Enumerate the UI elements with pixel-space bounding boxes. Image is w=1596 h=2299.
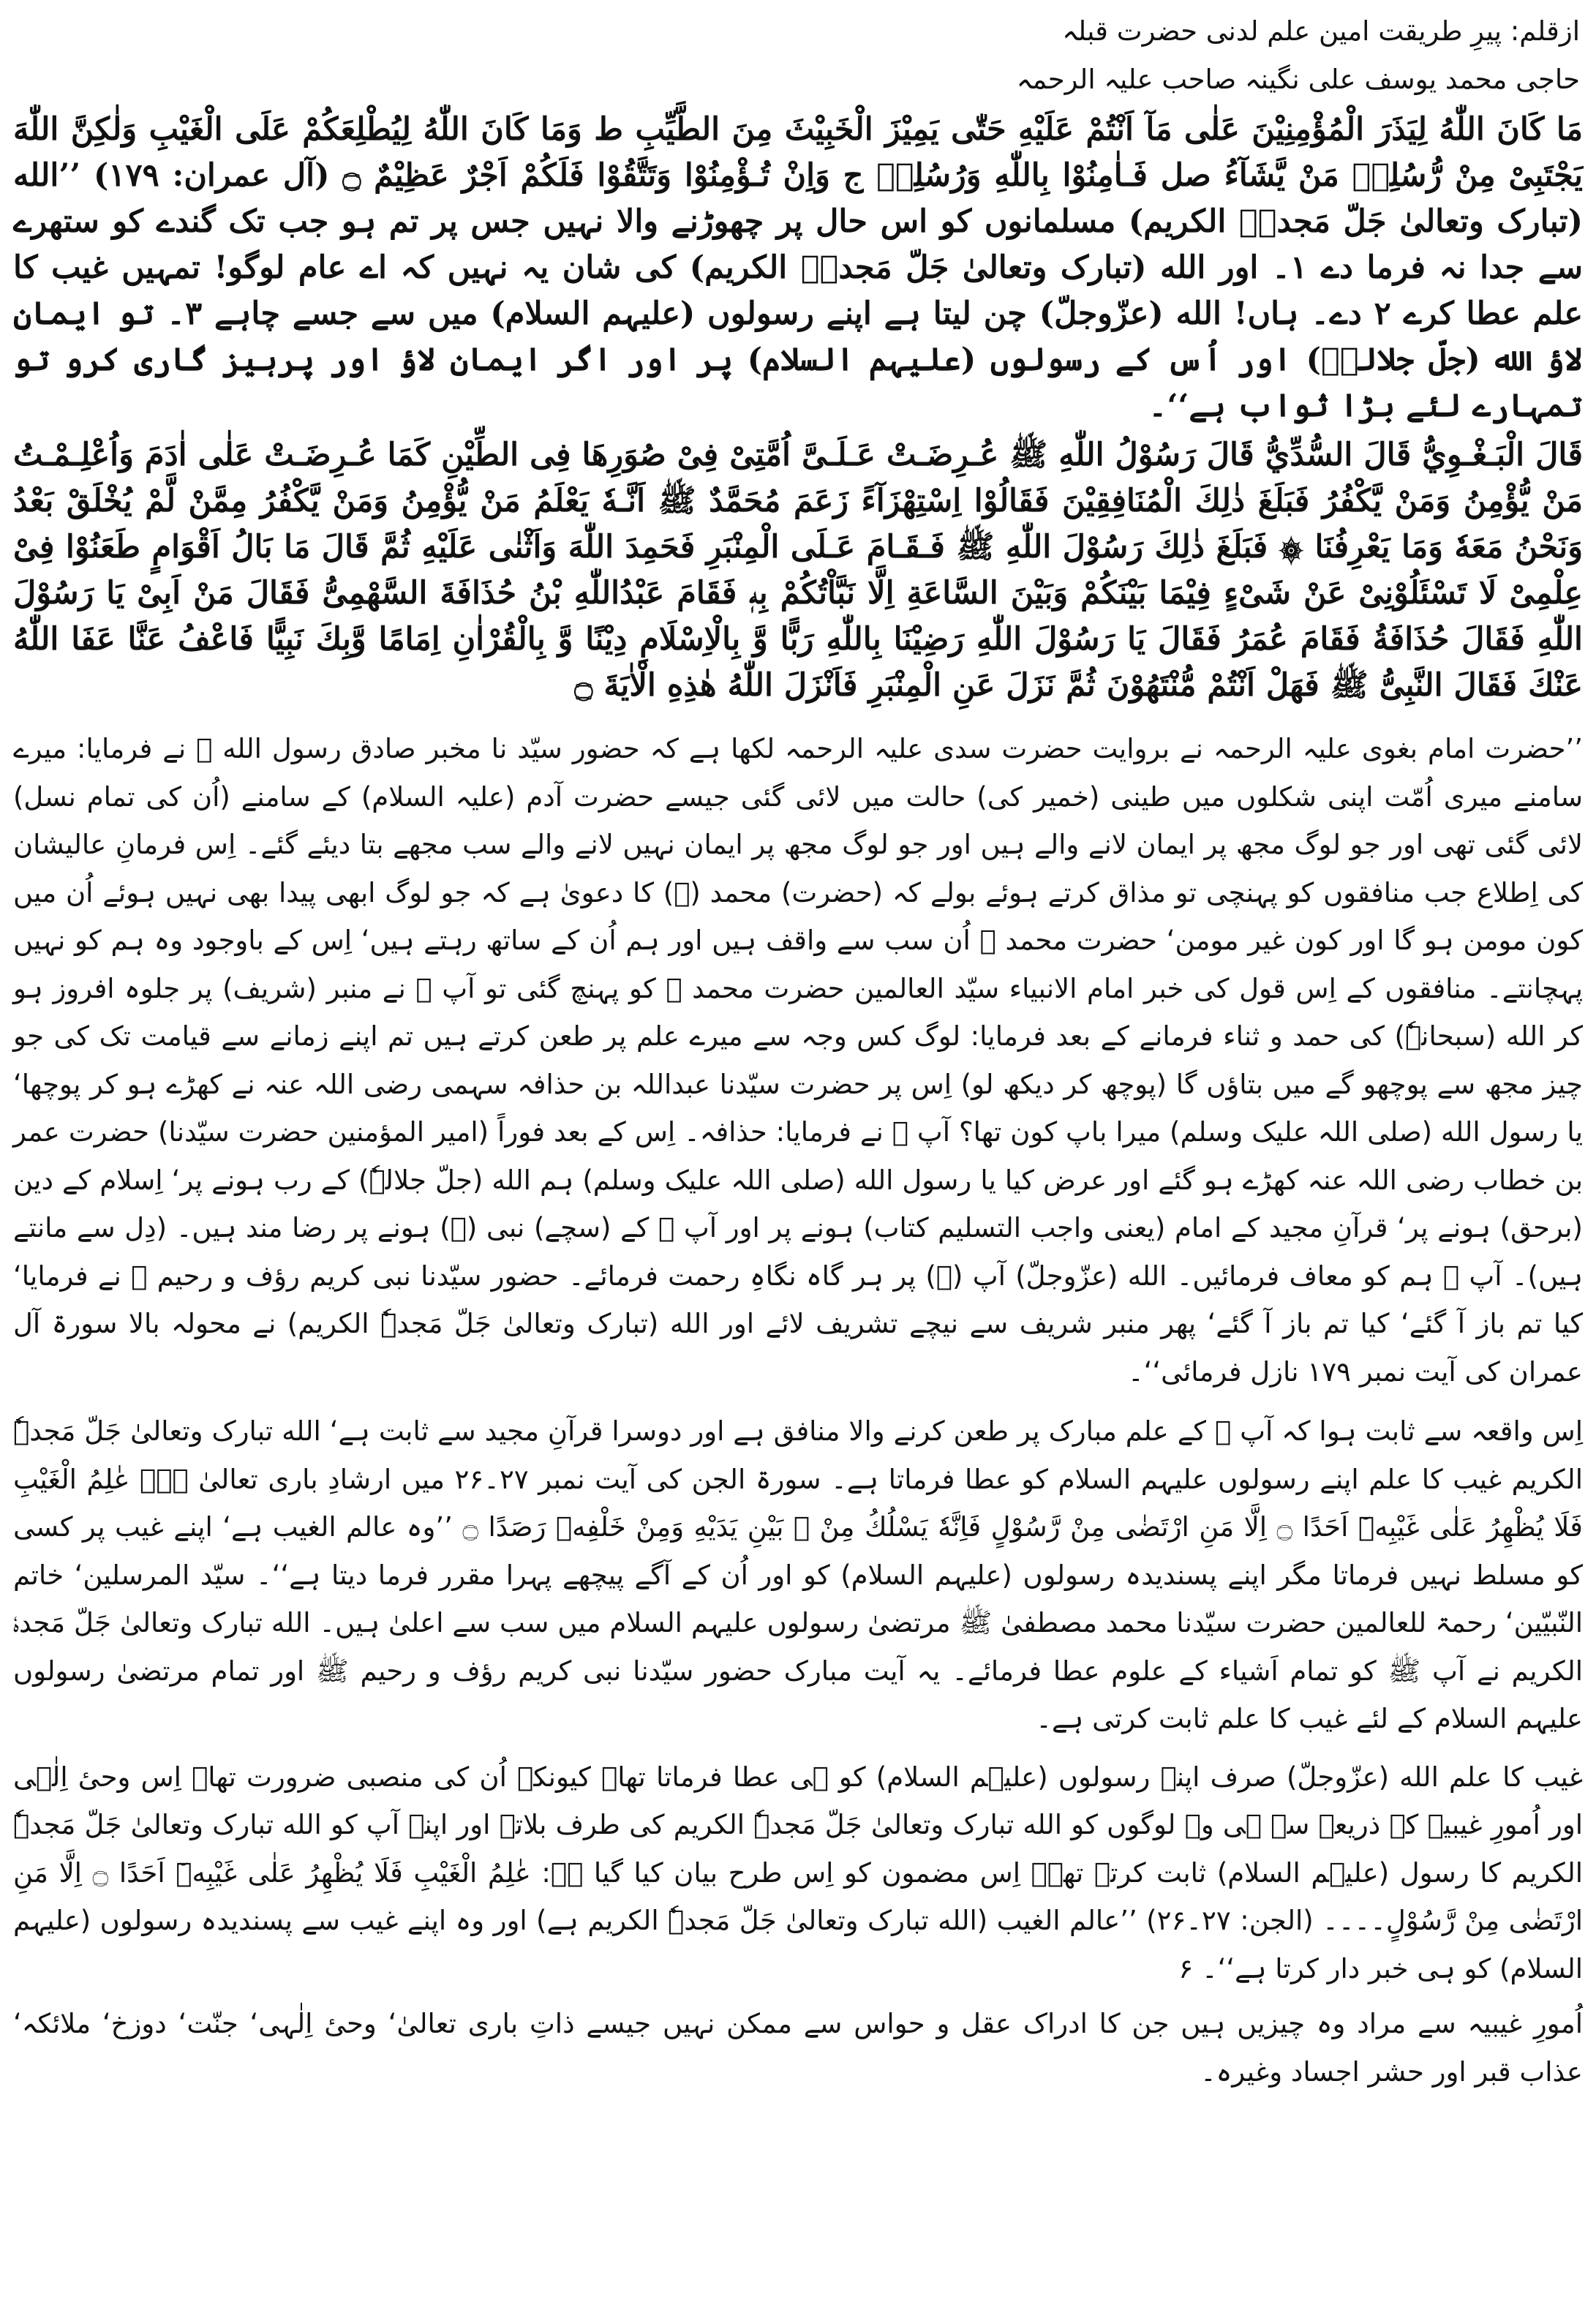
explanation-paragraph-2: غیب کا علم الله (عزّوجلّ) صرف اپنے رسولوں (علیہم السلام) کو ہی عطا فرماتا تھا۔ کیونکہ اُن کی منصبی ضرورت تھا۔ اِس وحیٔ اِلٰہی اور اُمورِ غیبیہ کے ذریعے سے ہی وہ لوگوں کو الله تبارک وتعالیٰ جَلّ مَجدہٗ الکریم کی طرف بلاتے اور اپنے آپ کو الله تبارک وتعالیٰ جَلّ مَجدہٗ الکریم کا رسول (علیہم السلام) ثابت کرتے تھے۔ اِس مضمون کو اِس طرح بیان کیا گیا ہے: عٰلِمُ الْغَيْبِ فَلَا يُظْهِرُ عَلٰى غَيْبِهٖٓ اَحَدًا ۝ اِلَّا مَنِ ارْتَضٰى مِنْ رَّسُوْلٍ۔۔۔۔ (الجن: ۲۷۔۲۶) ’’عالم الغیب (الله تبارک وتعالیٰ جَلّ مَجدہٗ الکریم ہے) اور وہ اپنے غیب سے پسندیدہ رسولوں (علیہم السلام) کو ہی خبر دار کرتا ہے‘‘۔ ۶	[13, 1761, 1583, 1984]
explanation-paragraph-1: اِس واقعہ سے ثابت ہوا کہ آپ ﷺ کے علم مبارک پر طعن کرنے والا منافق ہے اور دوسرا قرآنِ مجید سے ثابت ہے‘ الله تبارک وتعالیٰ جَلّ مَجدہٗ الکریم غیب کا علم اپنے رسولوں علیہم السلام کو عطا فرماتا ہے۔ سورۃ الجن کی آیت نمبر ۲۷۔۲۶ میں ارشادِ باری تعالیٰ ہے۔ عٰلِمُ الْغَيْبِ فَلَا يُظْهِرُ عَلٰى غَيْبِهٖٓ اَحَدًا ۝ اِلَّا مَنِ ارْتَضٰى مِنْ رَّسُوْلٍ فَاِنَّهٗ يَسْلُكُ مِنْ ۢ بَيْنِ يَدَيْهِ وَمِنْ خَلْفِهٖ رَصَدًا ۝ ’’وہ عالم الغیب ہے‘ اپنے غیب پر کسی کو مسلط نہیں فرماتا مگر اپنے پسندیدہ رسولوں (علیہم السلام) کو اور اُن کے آگے پیچھے پہرا مقرر فرما دیتا ہے‘‘۔ سیّد المرسلین‘ خاتم النّبیّین‘ رحمۃ للعالمین حضرت سیّدنا محمد مصطفیٰ ﷺ مرتضیٰ رسولوں علیہم السلام میں سب سے اعلیٰ ہیں۔ الله تبارک وتعالیٰ جَلّ مَجدہٗ الکریم نے آپ ﷺ کو تمام اَشیاء کے علوم عطا فرمائے۔ یہ آیت مبارک حضور سیّدنا نبی کریم رؤف و رحیم ﷺ اور تمام مرتضیٰ رسولوں علیہم السلام کے لئے غیب کا علم ثابت کرتی ہے۔	[13, 1415, 1583, 1734]
author-line: ازقلم: پیرِ طریقت امین علم لدنی حضرت قبلہ	[1062, 15, 1580, 47]
author-header	[13, 0, 1583, 104]
hadith-urdu-translation: ’’حضرت امام بغوی علیہ الرحمہ نے بروایت حضرت سدی علیہ الرحمہ لکھا ہے کہ حضور سیّد نا مخبر صادق رسول الله ﷺ نے فرمایا: میرے سامنے میری اُمّت اپنی شکلوں میں طینی (خمیر کی) حالت میں لائی گئی جیسے حضرت آدم (علیہ السلام) کے سامنے (اُن کی تمام نسل) لائی گئی تھی اور جو لوگ مجھ پر ایمان لانے والے ہیں اور جو لوگ مجھ پر ایمان نہیں لانے والے سب مجھے بتا دیئے گئے۔ اِس فرمانِ عالیشان کی اِطلاع جب منافقوں کو پہنچی تو مذاق کرتے ہوئے بولے کہ (حضرت) محمد (ﷺ) کا دعویٰ ہے کہ جو لوگ ابھی پیدا بھی نہیں ہوئے اُن میں کون مومن ہو گا اور کون غیر مومن‘ حضرت محمد ﷺ اُن سب سے واقف ہیں اور ہم اُن کے ساتھ رہتے ہیں‘ اِس کے باوجود وہ ہم کو نہیں پہچانتے۔ منافقوں کے اِس قول کی خبر امام الانبیاء سیّد العالمین حضرت محمد ﷺ کو پہنچ گئی تو آپ ﷺ نے منبر (شریف) پر جلوہ افروز ہو کر الله (سبحانہٗ) کی حمد و ثناء فرمانے کے بعد فرمایا: لوگ کس وجہ سے میرے علم پر طعن کرتے ہیں تم اپنے زمانے سے قیامت تک کی جو چیز مجھ سے پوچھو گے میں بتاؤں گا (پوچھ کر دیکھ لو) اِس پر حضرت سیّدنا عبداللہ بن حذافہ سہمی رضی اللہ عنہ نے کھڑے ہو کر پوچھا‘ یا رسول الله (صلی اللہ علیک وسلم) میرا باپ کون تھا؟ آپ ﷺ نے فرمایا: حذافہ۔ اِس کے بعد فوراً (امیر المؤمنین حضرت سیّدنا) حضرت عمر بن خطاب رضی اللہ عنہ کھڑے ہو گئے اور عرض کیا یا رسول الله (صلی اللہ علیک وسلم) ہم الله (جلّ جلالہٗ) کے رب ہونے پر‘ اِسلام کے دین (برحق) ہونے پر‘ قرآنِ مجید کے امام (یعنی واجب التسلیم کتاب) ہونے پر اور آپ ﷺ کے (سچے) نبی (ﷺ) ہونے پر رضا مند ہیں۔ (دِل سے مانتے ہیں)۔ آپ ﷺ ہم کو معاف فرمائیں۔ الله (عزّوجلّ) آپ (ﷺ) پر ہر گاہ نگاہِ رحمت فرمائے۔ حضور سیّدنا نبی کریم رؤف و رحیم ﷺ نے فرمایا‘ کیا تم باز آ گئے‘ کیا تم باز آ گئے‘ پھر منبر شریف سے نیچے تشریف لائے اور الله (تبارک وتعالیٰ جَلّ مَجدہٗ الکریم) نے محولہ بالا سورۃ آل عمران کی آیت نمبر ۱۷۹ نازل فرمائی‘‘۔	[13, 733, 1583, 1388]
hadith-arabic-text: قَالَ الْبَـغْـوِيُّ قَالَ السُّدِّيُّ قَالَ رَسُوْلُ اللّٰهِ ﷺ عُـرِضَـتْ عَـلَـىَّ اُمَّتِىْ فِىْ صُوَرِهَا فِى الطِّيْنِ كَمَا عُـرِضَـتْ عَلٰى اٰدَمَ وَاُعْلِـمْـتُ مَنْ يُّؤْمِنُ وَمَنْ يَّكْفُرُ فَبَلَغَ ذٰلِكَ الْمُنَافِقِيْنَ فَقَالُوْا اِسْتِهْزَآءً زَعَمَ مُحَمَّدٌ ﷺ اَنَّـهٗ يَعْلَمُ مَنْ يُّؤْمِنُ وَمَنْ يَّكْفُرُ مِمَّنْ لَّمْ يُخْلَقْ بَعْدُ وَنَحْنُ مَعَهٗ وَمَا يَعْرِفُنَا ۞ فَبَلَغَ ذٰلِكَ رَسُوْلَ اللّٰهِ ﷺ فَـقَـامَ عَـلَى الْمِنْبَرِ فَحَمِدَ اللّٰهَ وَاَثْنٰى عَلَيْهِ ثُمَّ قَالَ مَا بَالُ اَقْوَامٍ طَعَنُوْا فِىْ عِلْمِىْ لَا تَسْئَلُوْنِىْ عَنْ شَىْءٍ فِيْمَا بَيْنَكُمْ وَبَيْنَ السَّاعَةِ اِلَّا نَبَّاْتُكُمْ بِهٖ فَقَامَ عَبْدُاللّٰهِ بْنُ حُذَافَةَ السَّهْمِىُّ فَقَالَ مَنْ اَبِىْ يَا رَسُوْلَ اللّٰهِ فَقَالَ حُذَافَةُ فَقَامَ عُمَرُ فَقَالَ يَا رَسُوْلَ اللّٰهِ رَضِيْنَا بِاللّٰهِ رَبًّا وَّ بِالْاِسْلَامِ دِيْنًا وَّ بِالْقُرْاٰنِ اِمَامًا وَّبِكَ نَبِيًّا فَاعْفُ عَنَّا عَفَا اللّٰهُ عَنْكَ فَقَالَ النَّبِىُّ ﷺ فَهَلْ اَنْتُمْ مُّنْتَهُوْنَ ثُمَّ نَزَلَ عَنِ الْمِنْبَرِ فَاَنْزَلَ اللّٰهُ هٰذِهِ الْاٰيَةَ ۝	[13, 437, 1583, 704]
document-page	[13, 0, 1583, 2299]
quran-verse-with-translation: مَا كَانَ اللّٰهُ لِيَذَرَ الْمُؤْمِنِيْنَ عَلٰى مَآ اَنْتُمْ عَلَيْهِ حَتّٰى يَمِيْزَ الْخَبِيْثَ مِنَ الطَّيِّبِ ط وَمَا كَانَ اللّٰهُ لِيُطْلِعَكُمْ عَلَى الْغَيْبِ وَلٰكِنَّ اللّٰهَ يَجْتَبِىْ مِنْ رُّسُلِهٖ مَنْ يَّشَآءُ صل فَـاٰمِنُوْا بِاللّٰهِ وَرُسُلِهٖ ج وَاِنْ تُـؤْمِنُوْا وَتَتَّقُوْا فَلَكُمْ اَجْرٌ عَظِيْمٌ ۝ (آل عمران: ۱۷۹) ’’الله (تبارک وتعالیٰ جَلّ مَجدہٗ الکریم) مسلمانوں کو اس حال پر چھوڑنے والا نہیں جس پر تم ہو جب تک گندے کو ستھرے سے جدا نہ فرما دے ۱۔ اور الله (تبارک وتعالیٰ جَلّ مَجدہٗ الکریم) کی شان یہ نہیں کہ اے عام لوگو! تمہیں غیب کا علم عطا کرے ۲ دے۔ ہاں! الله (عزّوجلّ) چن لیتا ہے اپنے رسولوں (علیہم السلام) میں سے جسے چاہے ۳۔ تو ایمان لاؤ الله (جلّ جلالہٗ) اور اُس کے رسولوں (علیہم السلام) پر اور اگر ایمان لاؤ اور پرہیز گاری کرو تو تمہارے لئے بڑا ثواب ہے‘‘۔	[13, 111, 1584, 424]
explanation-paragraph-3: اُمورِ غیبیہ سے مراد وہ چیزیں ہیں جن کا ادراک عقل و حواس سے ممکن نہیں جیسے ذاتِ باری تعالیٰ‘ وحیٔ اِلٰہی‘ جنّت‘ دوزخ‘ ملائکہ‘ عذاب قبر اور حشر اجساد وغیرہ۔	[13, 2008, 1583, 2088]
document-body	[13, 107, 1583, 2096]
author-name: حاجی محمد یوسف علی نگینہ صاحب علیہ الرحمہ	[1016, 64, 1580, 95]
